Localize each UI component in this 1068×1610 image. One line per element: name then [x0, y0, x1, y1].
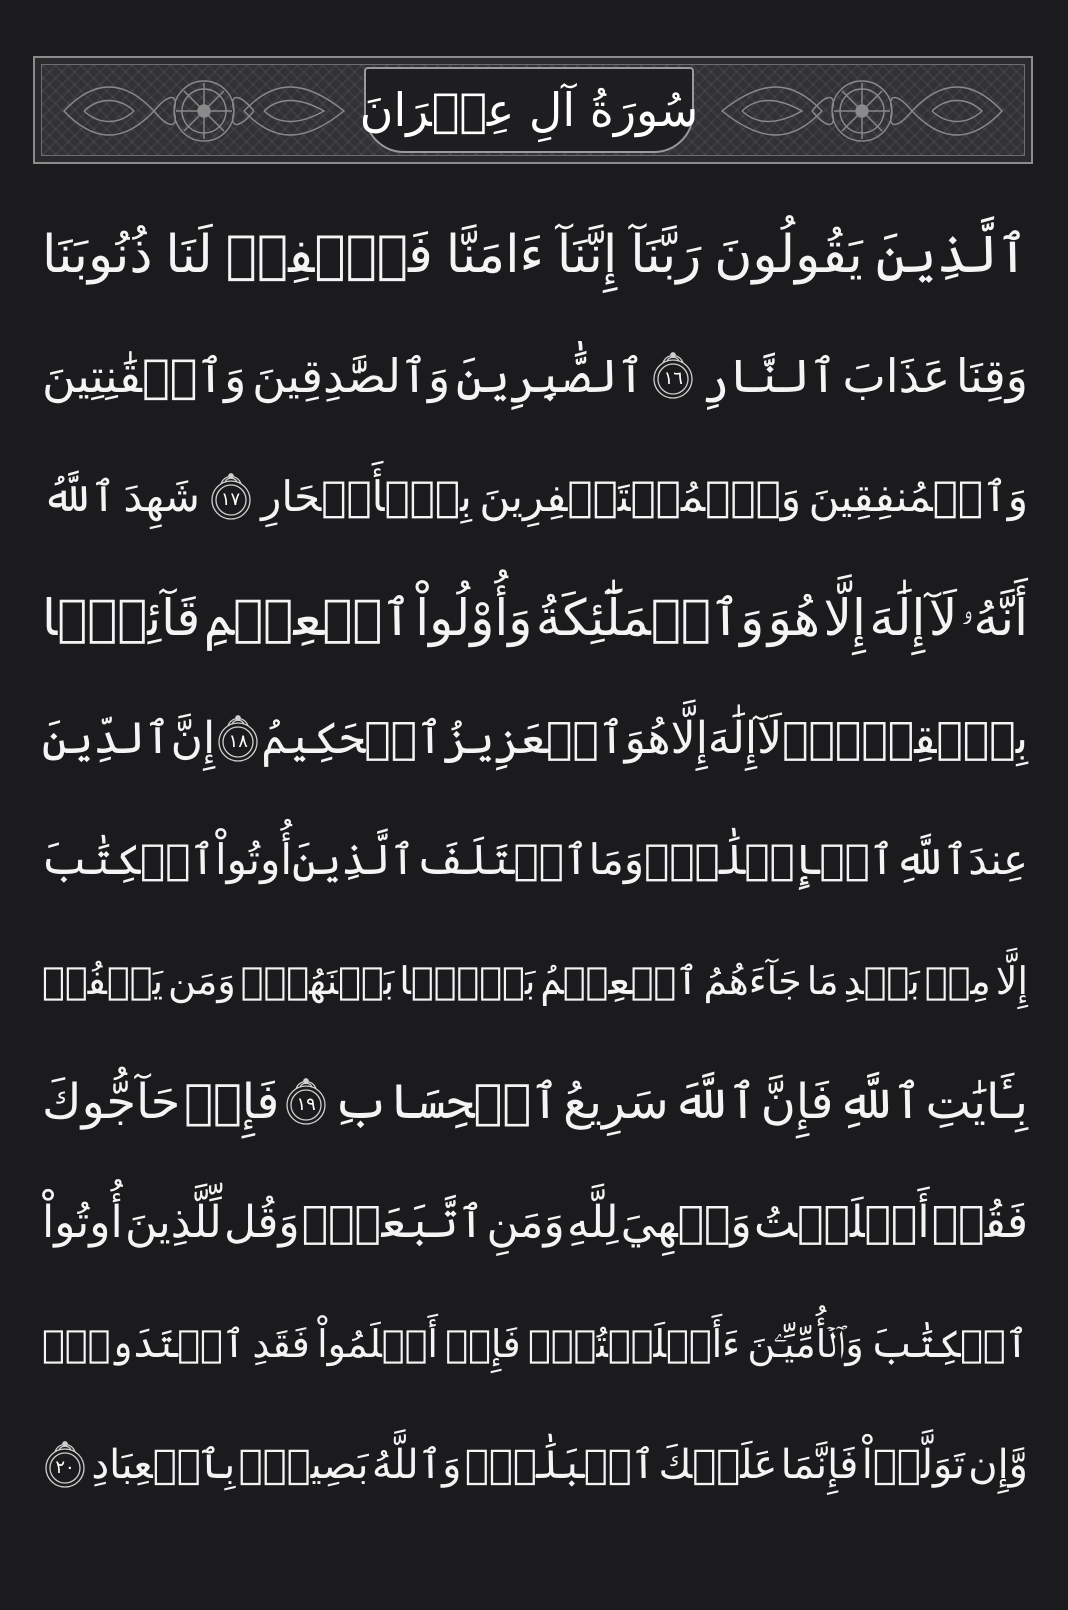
verse-word: لَآ: [928, 588, 958, 647]
ayah-number: ١٨: [228, 731, 248, 752]
verse-word: ٱلۡحَكِيمُ: [261, 712, 443, 764]
verse-word: ءَامَنَّا: [445, 224, 545, 285]
verse-word: أَسۡلَمۡتُ: [754, 1196, 930, 1248]
verse-word: ٱلصَّٰبِرِينَ: [455, 348, 645, 403]
verse-word: أَنَّهُۥ: [960, 588, 1028, 647]
verse-word: عَلَيۡكَ: [658, 1441, 778, 1488]
verse-word: مِنۢ: [924, 958, 991, 1003]
verse-word: تَوَلَّوۡاْ: [861, 1441, 965, 1488]
verse-word: ٱللَّهُ: [42, 471, 116, 521]
verse-word: وَٱلصَّٰدِقِينَ: [252, 348, 451, 403]
verse-word: ٱلَّذِينَ: [875, 224, 1028, 285]
surah-header: [33, 56, 1033, 164]
verse-word: وَمَن: [168, 958, 236, 1003]
verse-word: هُوَ: [624, 712, 671, 764]
verse-word: بَيۡنَهُمۡۗ: [240, 958, 395, 1003]
verse-word: أُوتُواْ: [42, 1196, 123, 1248]
verse-word: بَغۡيَۢا: [399, 958, 536, 1003]
ayah-number: ١٧: [220, 489, 241, 510]
verse-word: بِـَٔايَٰتِ: [925, 1073, 1028, 1130]
verse-word: وَٱلۡمُنفِقِينَ: [808, 471, 1028, 521]
verse-word: ٱلۡبَلَٰغُۗ: [464, 1441, 656, 1488]
verse-word: إِلَّا: [823, 588, 866, 647]
verse-word: ٱللَّهَ: [672, 1073, 757, 1130]
verse-word: بَعۡدِ: [843, 958, 920, 1003]
verse-word: ٱلۡعِلۡمُ: [540, 958, 699, 1003]
verse-word: وَٱلۡمُسۡتَغۡفِرِينَ: [479, 471, 802, 521]
verse-word: إِنَّ: [170, 712, 216, 764]
verse-word: ٱلۡعَزِيزُ: [442, 712, 625, 764]
verse-word: عَذَابَ: [842, 348, 951, 403]
verse-line: [42, 194, 1028, 315]
verse-line: [42, 920, 1028, 1041]
ayah-end-rosette-icon: [208, 470, 254, 524]
verse-word: ٱلۡعِلۡمِ: [203, 588, 412, 647]
verse-word: لَآ: [757, 712, 783, 764]
ayah-number: ١٩: [296, 1094, 316, 1115]
verse-word: إِلَٰهَ: [707, 712, 758, 764]
ayah-end-rosette-icon: [283, 1075, 329, 1129]
verse-word: ءَأَسۡلَمۡتُمۡۚ: [527, 1321, 741, 1366]
surah-title: سُورَةُ آلِ عِمۡرَانَ: [359, 83, 699, 137]
verse-word: ٱتَّبَعَنِۗ: [301, 1196, 485, 1248]
verse-word: ٱللَّهِ: [894, 834, 969, 884]
verse-word: سَرِيعُ: [563, 1073, 669, 1130]
surah-title-cartouche: [359, 67, 699, 153]
verse-word: ذُنُوبَنَا: [42, 224, 153, 285]
verse-word: إِنَّنَآ: [556, 224, 618, 285]
verse-word: ٱلۡكِتَٰبَ: [871, 1321, 1028, 1366]
surah-header-band: [41, 64, 1025, 156]
verse-word: ٱلدِّينَ: [41, 712, 171, 764]
verse-word: فَقَدِ: [252, 1321, 310, 1366]
verse-word: إِلَّا: [670, 712, 708, 764]
verse-word: بِٱلۡأَسۡحَارِ: [261, 471, 472, 521]
verse-word: ٱلۡحِسَابِ: [332, 1073, 560, 1130]
verse-word: وَمَنِ: [486, 1196, 565, 1248]
verse-word: فَٱغۡفِرۡ: [225, 224, 433, 285]
verse-word: حَآجُّوكَ: [42, 1073, 181, 1130]
floral-rosette-icon: [712, 73, 1012, 149]
ayah-end-rosette-icon: [42, 1438, 88, 1492]
verse-line: [42, 315, 1028, 436]
verse-word: ٱلَّذِينَ: [292, 834, 416, 884]
verse-word: وَٱلۡقَٰنِتِينَ: [42, 348, 247, 403]
verse-word: عِندَ: [968, 834, 1028, 884]
verse-word: ٱلۡكِتَٰبَ: [41, 834, 216, 884]
verse-word: شَهِدَ: [123, 471, 201, 521]
verse-word: وَجۡهِيَ: [620, 1196, 752, 1248]
verse-word: ٱللَّهِ: [837, 1073, 922, 1130]
ayah-number: ٢٠: [55, 1457, 75, 1478]
verse-word: ٱخۡتَلَفَ: [415, 834, 589, 884]
verse-word: أُوتُواْ: [215, 834, 293, 884]
verse-line: [42, 1162, 1028, 1283]
ayah-number: ١٦: [663, 368, 683, 389]
verse-word: وَقِنَا: [955, 348, 1028, 403]
verse-word: فَإِنَّمَا: [780, 1441, 859, 1488]
verse-word: بِٱلۡعِبَادِ: [91, 1441, 236, 1488]
verse-word: يَكۡفُرۡ: [42, 958, 164, 1003]
verse-word: فَإِنۡ: [445, 1321, 521, 1366]
ayah-end-rosette-icon: [215, 712, 261, 766]
verse-line: [42, 1283, 1028, 1404]
verse-word: ٱلنَّارِ: [702, 348, 837, 403]
verse-word: يَقُولُونَ: [714, 224, 863, 285]
verse-word: بِٱلۡقِسۡطِۚ: [782, 712, 1028, 764]
verse-word: بَصِيرُۢ: [238, 1441, 369, 1488]
verse-line: [42, 678, 1028, 799]
verse-line: [42, 557, 1028, 678]
verse-word: إِلَّا: [995, 958, 1028, 1003]
verse-word: وَمَا: [588, 834, 645, 884]
verse-word: هُوَ: [767, 588, 820, 647]
verse-word: فَإِنۡ: [184, 1073, 280, 1130]
verse-word: أَسۡلَمُواْ: [317, 1321, 438, 1366]
verse-word: فَإِنَّ: [760, 1073, 834, 1130]
verse-word: ٱلۡإِسۡلَٰمُۗ: [644, 834, 895, 884]
verse-word: لِّلَّذِينَ: [124, 1196, 222, 1248]
verse-word: وَٱللَّهُ: [371, 1441, 462, 1488]
verse-word: وَّإِن: [968, 1441, 1028, 1488]
verse-word: وَأُوْلُواْ: [415, 588, 533, 647]
verse-word: قَآئِمَۢا: [42, 588, 201, 647]
verse-word: لِلَّهِ: [566, 1196, 619, 1248]
verse-word: إِلَٰهَ: [869, 588, 926, 647]
verse-line: [42, 799, 1028, 920]
verse-word: جَآءَهُمُ: [703, 958, 802, 1003]
verse-word: لَنَا: [165, 224, 213, 285]
verse-text-block: [42, 194, 1028, 1525]
verse-word: فَقُلۡ: [931, 1196, 1028, 1248]
verse-word: ٱهۡتَدَواْۖ: [42, 1321, 246, 1366]
verse-word: وَقُل: [224, 1196, 300, 1248]
verse-word: وَٱلۡأُمِّيِّـۧنَ: [747, 1321, 864, 1366]
ayah-end-rosette-icon: [650, 349, 696, 403]
verse-word: وَٱلۡمَلَٰٓئِكَةُ: [535, 588, 765, 647]
verse-word: رَبَّنَآ: [630, 224, 702, 285]
floral-rosette-icon: [54, 73, 354, 149]
verse-word: مَا: [806, 958, 839, 1003]
verse-line: [42, 436, 1028, 557]
verse-line: [42, 1404, 1028, 1525]
verse-line: [42, 1041, 1028, 1162]
